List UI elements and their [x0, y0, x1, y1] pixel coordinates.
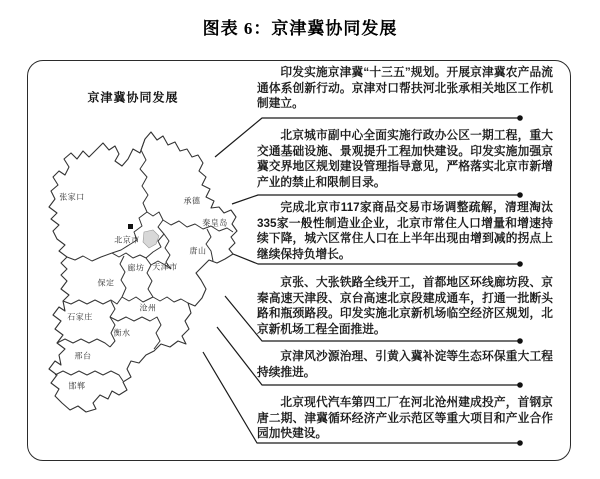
- map-label-baoding: 保定: [97, 278, 115, 288]
- annotation-subcenter: 北京城市副中心全面实施行政办公区一期工程，重大交通基础设施、景观提升工程加快建设。印发实施加强京冀交界地区规划建设管理指导意见，严格落实北京市新增产业的禁止和限制目录。: [257, 129, 553, 190]
- map-label-zhangjiakou: 张家口: [59, 192, 85, 202]
- annotation-transport: 京张、大张铁路全线开工，首都地区环线廊坊段、京秦高速天津段、京台高速北京段建成通车，打通一批断头路和瓶颈路段。印发实施北京新机场临空经济区规划，北京新机场工程全面推进。: [257, 276, 553, 337]
- beijing-capital-marker: [128, 224, 133, 229]
- figure-title: 图表 6：京津冀协同发展: [202, 19, 398, 38]
- annotation-industry: 北京现代汽车第四工厂在河北沧州建成投产，首钢京唐二期、津冀循环经济产业示范区等重大项目和产业合作园加快建设。: [257, 396, 553, 441]
- map-label-tianjin: 天津市: [152, 262, 178, 272]
- map-label-shijiazhuang: 石家庄: [67, 312, 93, 322]
- connector-dot-2: [517, 192, 523, 198]
- connector-dot-5: [517, 382, 523, 388]
- connector-dot-4: [517, 338, 523, 344]
- annotation-plan-1335: 印发实施京津冀“十三五”规划。开展京津冀农产品流通体系创新行动。京津对口帮扶河北张承相关地区工作机制建立。: [257, 66, 553, 111]
- map-label-hengshui: 衡水: [113, 328, 131, 338]
- annotation-ecology: 京津风沙源治理、引黄入冀补淀等生态环保重大工程持续推进。: [257, 350, 553, 379]
- map-label-langfang: 廊坊: [127, 263, 145, 273]
- map-label-chengde: 承德: [183, 196, 201, 206]
- map-label-beijing: 北京市: [114, 235, 140, 245]
- map-label-cangzhou: 沧州: [139, 303, 157, 313]
- map-label-qinhuangdao: 秦皇岛: [202, 218, 228, 228]
- map-label-tangshan: 唐山: [189, 246, 207, 256]
- annotation-relief-population: 完成北京市117家商品交易市场调整疏解，清理淘汰335家一般性制造业企业，北京市常住人口增量和增速持续下降，城六区常住人口在上半年出现由增到减的拐点上继续保持负增长。: [257, 201, 553, 262]
- connector-dot-1: [517, 115, 523, 121]
- map-title: 京津冀协同发展: [87, 90, 179, 105]
- map-label-xingtai: 邢台: [74, 351, 92, 361]
- map-label-handan: 邯郸: [68, 381, 86, 391]
